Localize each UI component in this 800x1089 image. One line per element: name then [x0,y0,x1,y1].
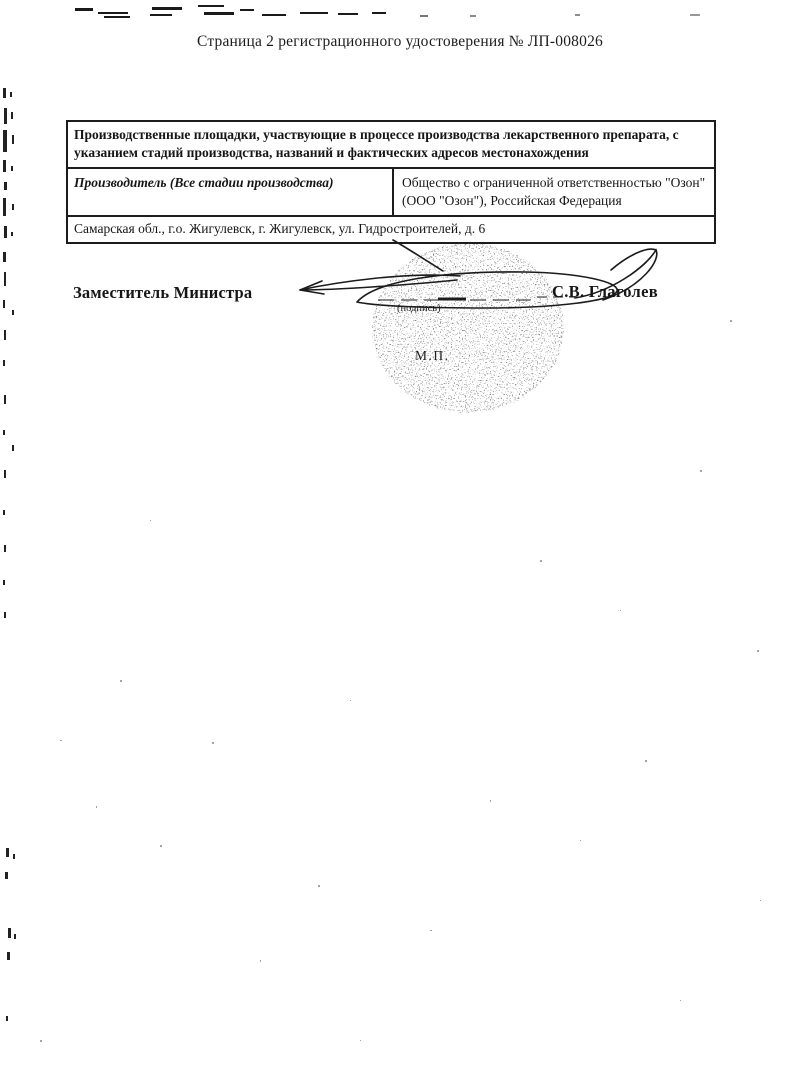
manufacturer-label-cell: Производитель (Все стадии производства) [74,175,334,190]
minister-title: Заместитель Министра [73,283,253,302]
stamp-place-label: М.П. [415,348,450,363]
signature-scribble [275,238,675,320]
production-sites-table [66,120,716,244]
address-cell: Самарская обл., г.о. Жигулевск, г. Жигулевск, ул. Гидростроителей, д. 6 [74,221,486,236]
table-header-cell: Производственные площадки, участвующие в процессе производства лекарственного препарата, с указанием стадий производства, названий и фактических адресов местонахождения [68,122,714,169]
signer-name: С.В. Глаголев [552,282,658,301]
signature-caption: (подпись) [397,303,441,314]
page-header: Страница 2 регистрационного удостоверения № ЛП-008026 [197,33,603,50]
manufacturer-value-cell: Общество с ограниченной ответственностью "Озон" (ООО "Озон"), Российская Федерация [392,169,714,215]
manufacturer-row [68,169,714,217]
